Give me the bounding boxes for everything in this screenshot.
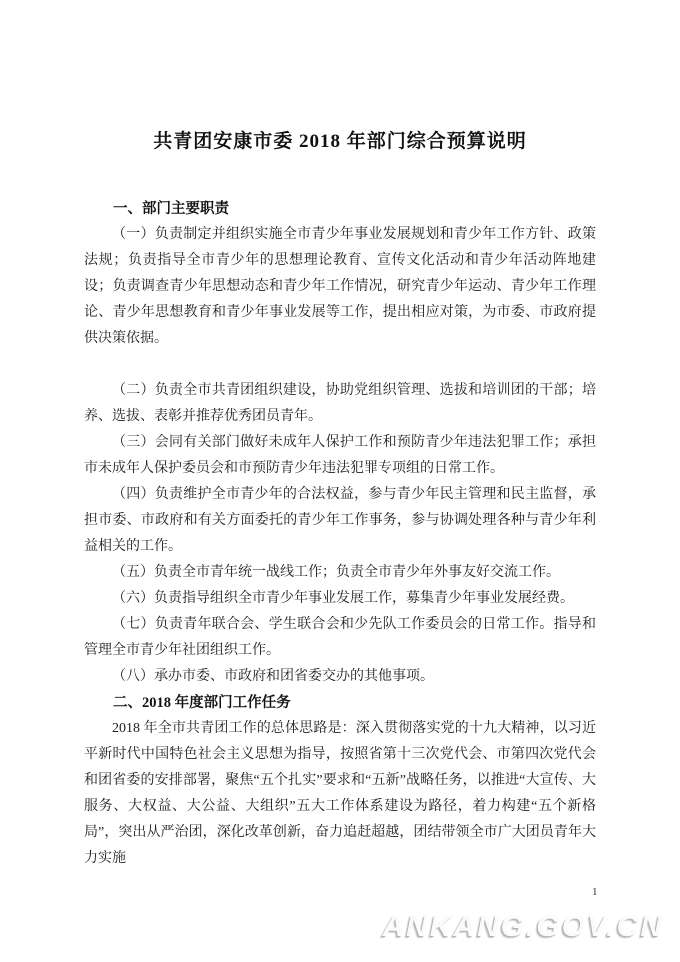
paragraph-duty-7: （七）负责青年联合会、学生联合会和少先队工作委员会的日常工作。指导和管理全市青少年社团组织工作。 [84, 617, 596, 658]
paragraph-duty-3: （三）会同有关部门做好未成年人保护工作和预防青少年违法犯罪工作；承担市未成年人保护委员会和市预防青少年违法犯罪专项组的日常工作。 [84, 435, 596, 476]
paragraph-duty-1: （一）负责制定并组织实施全市青少年事业发展规划和青少年工作方针、政策法规；负责指导全市青少年的思想理论教育、宣传文化活动和青少年活动阵地建设；负责调查青少年思想动态和青少年工作情况，研究青少年运动、青少年工作理论、青少年思想教育和青少年事业发展等工作，提出相应对策，为市委、市政府提供决策依据。 [84, 227, 596, 346]
section-1-heading: 一、部门主要职责 [113, 201, 229, 217]
paragraph-duty-5: （五）负责全市青年统一战线工作；负责全市青少年外事友好交流工作。 [112, 565, 560, 580]
paragraph-duty-6: （六）负责指导组织全市青少年事业发展工作，募集青少年事业发展经费。 [112, 591, 574, 606]
paragraph-duty-2: （二）负责全市共青团组织建设，协助党组织管理、选拔和培训团的干部；培养、选拔、表彰并推荐优秀团员青年。 [84, 383, 596, 424]
paragraph-duty-4: （四）负责维护全市青少年的合法权益，参与青少年民主管理和民主监督，承担市委、市政府和有关方面委托的青少年工作事务，参与协调处理各种与青少年利益相关的工作。 [84, 487, 596, 554]
section-2-heading: 二、2018 年度部门工作任务 [113, 695, 291, 711]
document-title: 共青团安康市委 2018 年部门综合预算说明 [153, 131, 527, 152]
page-number: 1 [592, 886, 598, 898]
document-body [84, 196, 596, 872]
paragraph-work-plan: 2018 年全市共青团工作的总体思路是：深入贯彻落实党的十九大精神，以习近平新时代中国特色社会主义思想为指导，按照省第十三次党代会、市第四次党代会和团省委的安排部署，聚焦“五个扎实”要求和“五新”战略任务，以推进“大宣传、大服务、大权益、大公益、大组织”五大工作体系建设为路径，着力构建“五个新格局”，突出从严治团，深化改革创新，奋力追赶超越，团结带领全市广大团员青年大力实施 [84, 721, 596, 866]
paragraph-duty-8: （八）承办市委、市政府和团省委交办的其他事项。 [112, 669, 434, 684]
watermark-ankang-gov-cn: ANKANG.GOV.CN [382, 910, 664, 943]
